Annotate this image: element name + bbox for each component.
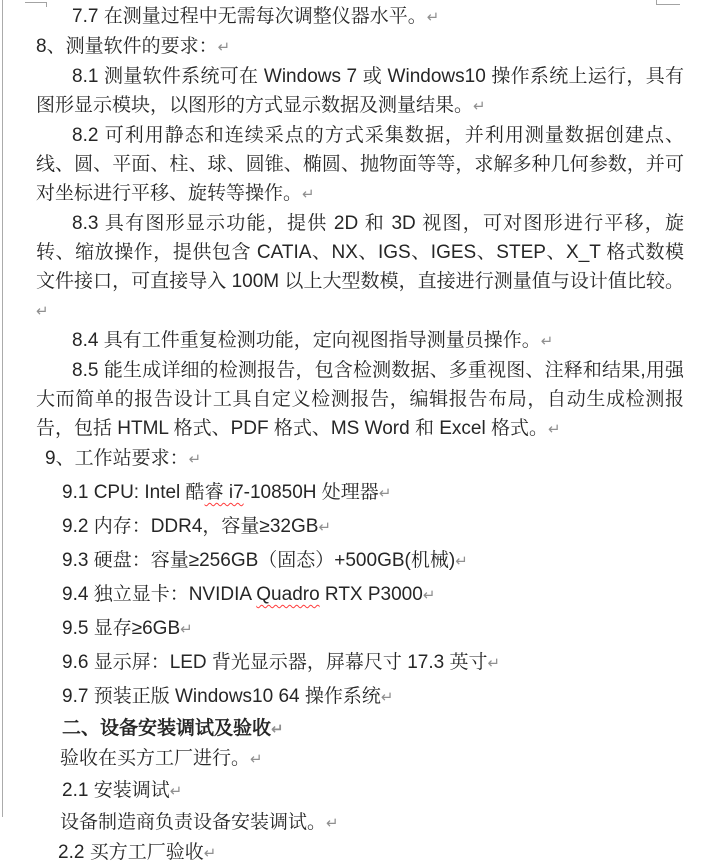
paragraph-mark-icon: ↵ [422, 586, 436, 604]
paragraph-9-3-disk[interactable] [62, 546, 684, 576]
spellcheck-flagged-text: Quadro [256, 584, 320, 605]
paragraph-text: RTX P3000 [319, 584, 423, 605]
paragraph-mark-icon: ↵ [487, 654, 501, 672]
paragraph-text: 9.6 显示屏：LED 背光显示器，屏幕尺寸 17.3 英寸 [62, 652, 488, 673]
paragraph-mark-icon: ↵ [378, 484, 392, 502]
paragraph-8-4[interactable] [36, 326, 684, 356]
paragraph-mark-icon: ↵ [217, 38, 231, 56]
paragraph-mark-icon: ↵ [36, 302, 49, 320]
paragraph-mark-icon: ↵ [455, 552, 468, 570]
paragraph-9-7-os[interactable] [62, 682, 684, 712]
paragraph-text: 设备制造商负责设备安装调试。 [60, 812, 327, 833]
paragraph-text: 8.2 可利用静态和连续采点的方式采集数据，并利用测量数据创建点、线、圆、平面、柱、球、圆锥、椭圆、抛物面等等，求解多种几何参数，并可对坐标进行平移、旋转等操作。 [36, 125, 684, 204]
paragraph-manufacturer-responsibility[interactable] [60, 808, 684, 838]
paragraph-9-4-gpu[interactable] [62, 580, 684, 610]
paragraph-text: 8.5 能生成详细的检测报告，包含检测数据、多重视图、注释和结果,用强大而简单的报告设计工具自定义检测报告，编辑报告布局，自动生成检测报告，包括 HTML 格式、PDF 格式、MS Word 和 Excel 格式。 [36, 360, 684, 439]
paragraph-9-2-memory[interactable] [62, 512, 684, 542]
paragraph-text: 7.7 在测量过程中无需每次调整仪器水平。 [72, 6, 427, 27]
paragraph-9-5-vram[interactable] [62, 614, 684, 644]
paragraph-text: 2.2 买方工厂验收 [58, 842, 204, 863]
paragraph-text: 8.4 具有工件重复检测功能，定向视图指导测量员操作。 [72, 330, 541, 351]
heading-9-workstation-requirements[interactable] [45, 444, 684, 474]
paragraph-text: -10850H 处理器 [243, 482, 379, 503]
paragraph-mark-icon: ↵ [188, 450, 202, 468]
paragraph-mark-icon: ↵ [318, 518, 332, 536]
paragraph-text: 二、设备安装调试及验收 [62, 718, 272, 739]
paragraph-2-1-installation[interactable] [62, 776, 684, 806]
paragraph-mark-icon: ↵ [473, 97, 486, 115]
paragraph-9-6-display[interactable] [62, 648, 684, 678]
paragraph-text: 9.2 内存：DDR4，容量≥32GB [62, 516, 319, 537]
paragraph-mark-icon: ↵ [250, 750, 263, 768]
paragraph-8-1[interactable] [36, 62, 684, 121]
paragraph-text: 8.3 具有图形显示功能，提供 2D 和 3D 视图，可对图形进行平移，旋转、缩放操作，提供包含 CATIA、NX、IGS、IGES、STEP、X_T 格式数模文件接口，可直接导入 100M 以上大型数模，直接进行测量值与设计值比较。 [36, 213, 684, 292]
paragraph-mark-icon: ↵ [169, 782, 183, 800]
heading-8-software-requirements[interactable] [36, 32, 684, 62]
paragraph-7-7[interactable] [36, 2, 684, 32]
paragraph-mark-icon: ↵ [203, 844, 217, 862]
paragraph-text: 9、工作站要求： [45, 448, 189, 469]
paragraph-text: 9.1 CPU: Intel 酷 [62, 482, 205, 503]
paragraph-acceptance-location[interactable] [60, 744, 684, 774]
paragraph-text: 9.5 显存≥6GB [62, 618, 181, 639]
heading-2-installation-acceptance[interactable] [62, 714, 684, 744]
paragraph-text: 8.1 测量软件系统可在 Windows 7 或 Windows10 操作系统上运行，具有图形显示模块，以图形的方式显示数据及测量结果。 [36, 66, 684, 116]
paragraph-text: 9.4 独立显卡：NVIDIA [62, 584, 257, 605]
paragraph-8-2[interactable] [36, 121, 684, 209]
paragraph-8-5[interactable] [36, 356, 684, 444]
paragraph-text: 9.7 预装正版 Windows10 64 操作系统 [62, 686, 381, 707]
paragraph-mark-icon: ↵ [540, 332, 554, 350]
paragraph-mark-icon: ↵ [380, 688, 394, 706]
paragraph-text: 验收在买方工厂进行。 [60, 748, 251, 769]
page-edge-line [2, 0, 3, 817]
paragraph-mark-icon: ↵ [302, 185, 315, 203]
paragraph-text: 9.3 硬盘：容量≥256GB（固态）+500GB(机械) [62, 550, 456, 571]
paragraph-8-3[interactable] [36, 209, 684, 326]
paragraph-2-2-buyer-factory-acceptance[interactable] [58, 838, 684, 868]
paragraph-text: 8、测量软件的要求： [36, 36, 218, 57]
document-text-area[interactable] [36, 2, 684, 868]
paragraph-mark-icon: ↵ [426, 8, 440, 26]
paragraph-mark-icon: ↵ [180, 620, 193, 638]
paragraph-text: 2.1 安装调试 [62, 780, 170, 801]
paragraph-mark-icon: ↵ [271, 720, 284, 738]
paragraph-mark-icon: ↵ [547, 420, 561, 438]
paragraph-9-1-cpu[interactable] [62, 478, 684, 508]
spellcheck-flagged-text: 睿 i7 [204, 482, 244, 503]
paragraph-mark-icon: ↵ [326, 814, 339, 832]
